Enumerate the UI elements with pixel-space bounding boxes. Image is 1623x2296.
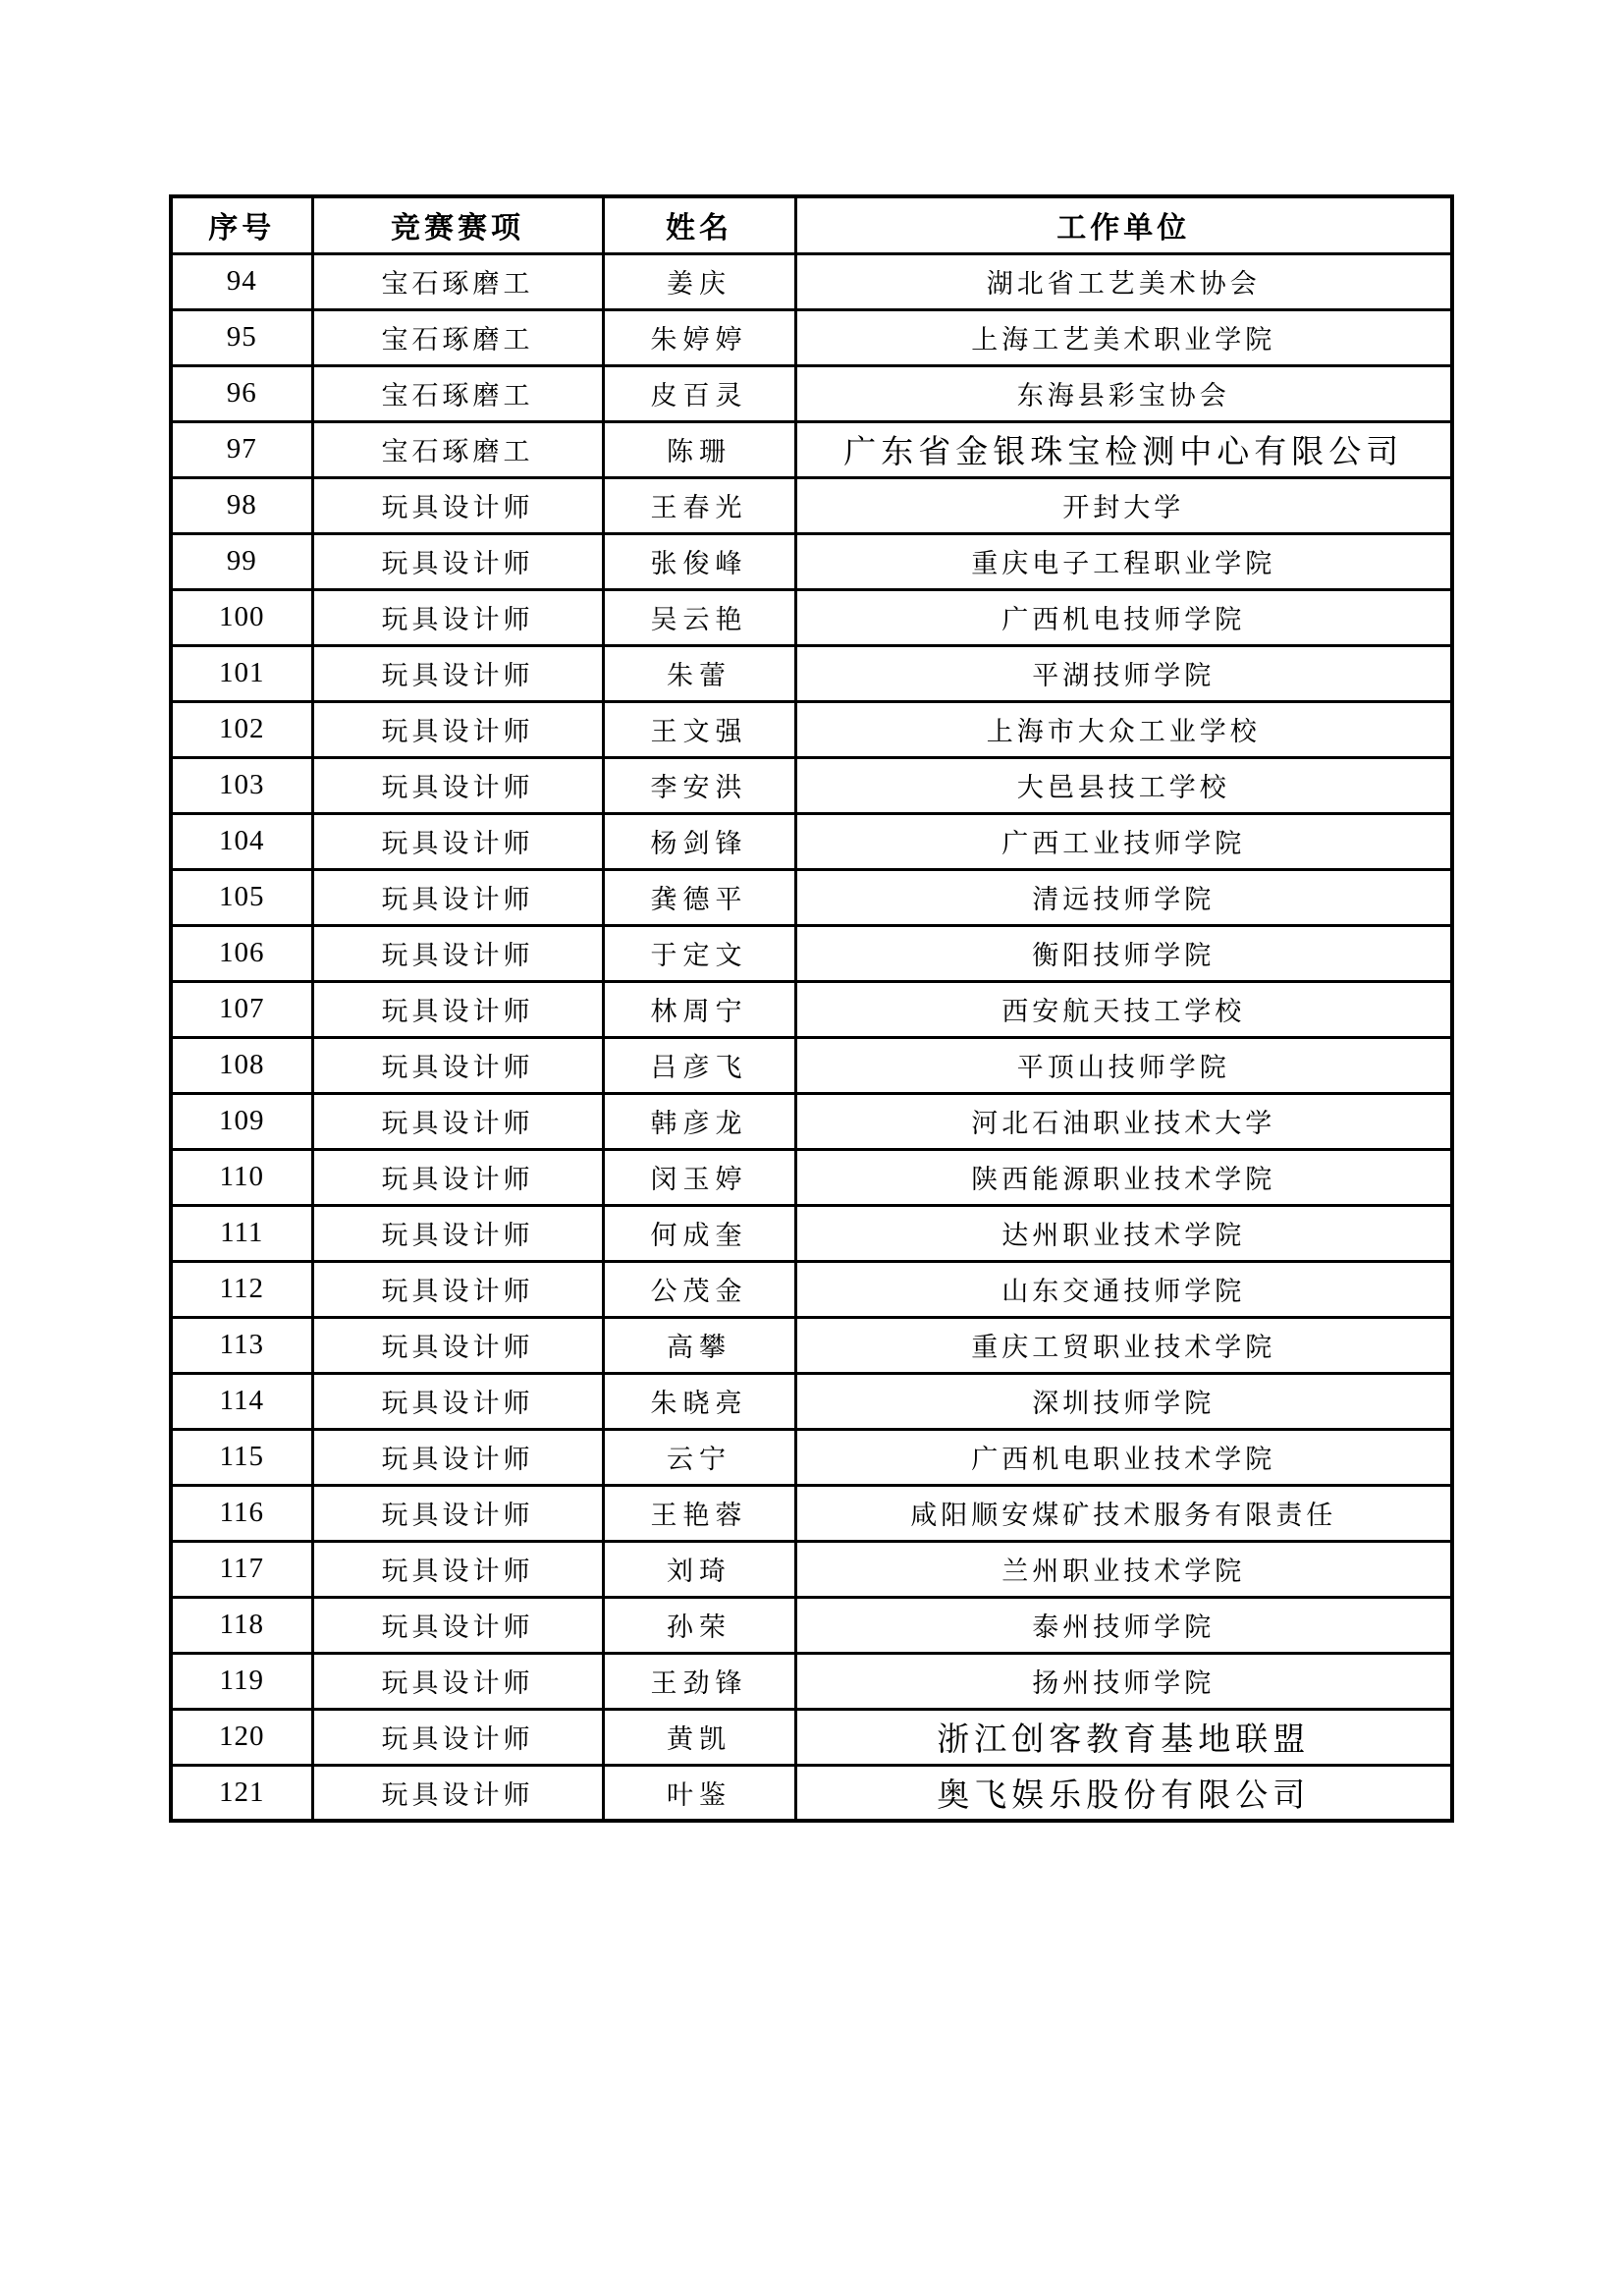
table-row bbox=[171, 645, 1452, 701]
cell-row-number: 105 bbox=[171, 869, 312, 925]
cell-competition-event: 玩具设计师 bbox=[312, 1765, 603, 1821]
cell-work-unit: 重庆电子工程职业学院 bbox=[795, 533, 1452, 589]
cell-work-unit: 深圳技师学院 bbox=[795, 1373, 1452, 1429]
cell-person-name: 李安洪 bbox=[603, 757, 795, 813]
cell-person-name: 王文强 bbox=[603, 701, 795, 757]
cell-person-name: 闵玉婷 bbox=[603, 1149, 795, 1205]
cell-person-name: 朱晓亮 bbox=[603, 1373, 795, 1429]
table-row bbox=[171, 1485, 1452, 1541]
cell-competition-event: 玩具设计师 bbox=[312, 1373, 603, 1429]
cell-work-unit: 重庆工贸职业技术学院 bbox=[795, 1317, 1452, 1373]
table-row bbox=[171, 813, 1452, 869]
cell-work-unit: 上海工艺美术职业学院 bbox=[795, 309, 1452, 365]
cell-competition-event: 玩具设计师 bbox=[312, 925, 603, 981]
cell-work-unit: 浙江创客教育基地联盟 bbox=[795, 1709, 1452, 1765]
cell-row-number: 121 bbox=[171, 1765, 312, 1821]
cell-row-number: 118 bbox=[171, 1597, 312, 1653]
cell-competition-event: 玩具设计师 bbox=[312, 1597, 603, 1653]
cell-person-name: 皮百灵 bbox=[603, 365, 795, 421]
table-row bbox=[171, 1709, 1452, 1765]
cell-work-unit: 达州职业技术学院 bbox=[795, 1205, 1452, 1261]
cell-work-unit: 河北石油职业技术大学 bbox=[795, 1093, 1452, 1149]
cell-row-number: 108 bbox=[171, 1037, 312, 1093]
col-header-unit: 工作单位 bbox=[795, 196, 1452, 253]
table-row bbox=[171, 309, 1452, 365]
cell-person-name: 吴云艳 bbox=[603, 589, 795, 645]
cell-competition-event: 玩具设计师 bbox=[312, 1709, 603, 1765]
table-row bbox=[171, 869, 1452, 925]
cell-competition-event: 玩具设计师 bbox=[312, 1429, 603, 1485]
cell-competition-event: 玩具设计师 bbox=[312, 1653, 603, 1709]
cell-row-number: 116 bbox=[171, 1485, 312, 1541]
cell-competition-event: 玩具设计师 bbox=[312, 701, 603, 757]
table-row bbox=[171, 533, 1452, 589]
cell-work-unit: 广东省金银珠宝检测中心有限公司 bbox=[795, 421, 1452, 477]
cell-row-number: 119 bbox=[171, 1653, 312, 1709]
table-row bbox=[171, 981, 1452, 1037]
cell-row-number: 103 bbox=[171, 757, 312, 813]
cell-person-name: 吕彦飞 bbox=[603, 1037, 795, 1093]
cell-work-unit: 东海县彩宝协会 bbox=[795, 365, 1452, 421]
cell-row-number: 100 bbox=[171, 589, 312, 645]
cell-work-unit: 广西工业技师学院 bbox=[795, 813, 1452, 869]
cell-row-number: 97 bbox=[171, 421, 312, 477]
cell-row-number: 96 bbox=[171, 365, 312, 421]
cell-competition-event: 玩具设计师 bbox=[312, 533, 603, 589]
cell-person-name: 何成奎 bbox=[603, 1205, 795, 1261]
cell-work-unit: 山东交通技师学院 bbox=[795, 1261, 1452, 1317]
cell-competition-event: 玩具设计师 bbox=[312, 1093, 603, 1149]
cell-competition-event: 宝石琢磨工 bbox=[312, 365, 603, 421]
cell-person-name: 张俊峰 bbox=[603, 533, 795, 589]
cell-competition-event: 玩具设计师 bbox=[312, 1149, 603, 1205]
cell-person-name: 朱蕾 bbox=[603, 645, 795, 701]
cell-competition-event: 宝石琢磨工 bbox=[312, 253, 603, 309]
cell-work-unit: 陕西能源职业技术学院 bbox=[795, 1149, 1452, 1205]
cell-person-name: 于定文 bbox=[603, 925, 795, 981]
cell-person-name: 龚德平 bbox=[603, 869, 795, 925]
cell-competition-event: 玩具设计师 bbox=[312, 1261, 603, 1317]
cell-row-number: 117 bbox=[171, 1541, 312, 1597]
table-row bbox=[171, 1597, 1452, 1653]
cell-work-unit: 广西机电技师学院 bbox=[795, 589, 1452, 645]
cell-row-number: 113 bbox=[171, 1317, 312, 1373]
cell-work-unit: 平湖技师学院 bbox=[795, 645, 1452, 701]
cell-work-unit: 湖北省工艺美术协会 bbox=[795, 253, 1452, 309]
cell-person-name: 叶鉴 bbox=[603, 1765, 795, 1821]
cell-row-number: 115 bbox=[171, 1429, 312, 1485]
table-row bbox=[171, 589, 1452, 645]
cell-person-name: 公茂金 bbox=[603, 1261, 795, 1317]
cell-row-number: 101 bbox=[171, 645, 312, 701]
table-row bbox=[171, 1149, 1452, 1205]
cell-person-name: 杨剑锋 bbox=[603, 813, 795, 869]
table-body bbox=[171, 253, 1452, 1821]
cell-competition-event: 玩具设计师 bbox=[312, 757, 603, 813]
cell-row-number: 107 bbox=[171, 981, 312, 1037]
cell-work-unit: 咸阳顺安煤矿技术服务有限责任 bbox=[795, 1485, 1452, 1541]
table-row bbox=[171, 1205, 1452, 1261]
cell-person-name: 刘琦 bbox=[603, 1541, 795, 1597]
cell-row-number: 95 bbox=[171, 309, 312, 365]
cell-row-number: 102 bbox=[171, 701, 312, 757]
cell-work-unit: 广西机电职业技术学院 bbox=[795, 1429, 1452, 1485]
cell-competition-event: 玩具设计师 bbox=[312, 981, 603, 1037]
cell-row-number: 112 bbox=[171, 1261, 312, 1317]
cell-competition-event: 玩具设计师 bbox=[312, 869, 603, 925]
table-row bbox=[171, 365, 1452, 421]
cell-row-number: 104 bbox=[171, 813, 312, 869]
cell-row-number: 98 bbox=[171, 477, 312, 533]
roster-table bbox=[169, 194, 1454, 1823]
cell-row-number: 111 bbox=[171, 1205, 312, 1261]
cell-work-unit: 兰州职业技术学院 bbox=[795, 1541, 1452, 1597]
cell-work-unit: 扬州技师学院 bbox=[795, 1653, 1452, 1709]
cell-person-name: 林周宁 bbox=[603, 981, 795, 1037]
cell-work-unit: 上海市大众工业学校 bbox=[795, 701, 1452, 757]
cell-row-number: 106 bbox=[171, 925, 312, 981]
cell-competition-event: 玩具设计师 bbox=[312, 589, 603, 645]
cell-competition-event: 玩具设计师 bbox=[312, 1541, 603, 1597]
cell-competition-event: 玩具设计师 bbox=[312, 1205, 603, 1261]
table-row bbox=[171, 1653, 1452, 1709]
cell-work-unit: 衡阳技师学院 bbox=[795, 925, 1452, 981]
table-row bbox=[171, 477, 1452, 533]
cell-row-number: 94 bbox=[171, 253, 312, 309]
cell-person-name: 王春光 bbox=[603, 477, 795, 533]
table-row bbox=[171, 1765, 1452, 1821]
cell-person-name: 姜庆 bbox=[603, 253, 795, 309]
cell-competition-event: 玩具设计师 bbox=[312, 645, 603, 701]
cell-work-unit: 清远技师学院 bbox=[795, 869, 1452, 925]
col-header-event: 竞赛赛项 bbox=[312, 196, 603, 253]
table-row bbox=[171, 1429, 1452, 1485]
cell-row-number: 114 bbox=[171, 1373, 312, 1429]
table-row bbox=[171, 1317, 1452, 1373]
cell-row-number: 120 bbox=[171, 1709, 312, 1765]
cell-person-name: 王劲锋 bbox=[603, 1653, 795, 1709]
cell-person-name: 韩彦龙 bbox=[603, 1093, 795, 1149]
cell-competition-event: 玩具设计师 bbox=[312, 1037, 603, 1093]
table-row bbox=[171, 1541, 1452, 1597]
table-row bbox=[171, 1373, 1452, 1429]
cell-competition-event: 玩具设计师 bbox=[312, 1485, 603, 1541]
cell-person-name: 高攀 bbox=[603, 1317, 795, 1373]
cell-person-name: 黄凯 bbox=[603, 1709, 795, 1765]
table-row bbox=[171, 1037, 1452, 1093]
table-row bbox=[171, 757, 1452, 813]
cell-work-unit: 泰州技师学院 bbox=[795, 1597, 1452, 1653]
cell-row-number: 109 bbox=[171, 1093, 312, 1149]
cell-work-unit: 奥飞娱乐股份有限公司 bbox=[795, 1765, 1452, 1821]
cell-person-name: 王艳蓉 bbox=[603, 1485, 795, 1541]
table-row bbox=[171, 1093, 1452, 1149]
cell-row-number: 110 bbox=[171, 1149, 312, 1205]
table-row bbox=[171, 701, 1452, 757]
cell-work-unit: 西安航天技工学校 bbox=[795, 981, 1452, 1037]
table-row bbox=[171, 925, 1452, 981]
table-row bbox=[171, 421, 1452, 477]
cell-person-name: 陈珊 bbox=[603, 421, 795, 477]
cell-competition-event: 玩具设计师 bbox=[312, 477, 603, 533]
table-row bbox=[171, 1261, 1452, 1317]
cell-work-unit: 平顶山技师学院 bbox=[795, 1037, 1452, 1093]
cell-person-name: 朱婷婷 bbox=[603, 309, 795, 365]
table-header-row bbox=[171, 196, 1452, 253]
cell-competition-event: 玩具设计师 bbox=[312, 813, 603, 869]
cell-competition-event: 宝石琢磨工 bbox=[312, 309, 603, 365]
cell-person-name: 孙荣 bbox=[603, 1597, 795, 1653]
col-header-no: 序号 bbox=[171, 196, 312, 253]
cell-competition-event: 宝石琢磨工 bbox=[312, 421, 603, 477]
cell-person-name: 云宁 bbox=[603, 1429, 795, 1485]
col-header-name: 姓名 bbox=[603, 196, 795, 253]
cell-work-unit: 开封大学 bbox=[795, 477, 1452, 533]
cell-row-number: 99 bbox=[171, 533, 312, 589]
cell-work-unit: 大邑县技工学校 bbox=[795, 757, 1452, 813]
cell-competition-event: 玩具设计师 bbox=[312, 1317, 603, 1373]
table-row bbox=[171, 253, 1452, 309]
